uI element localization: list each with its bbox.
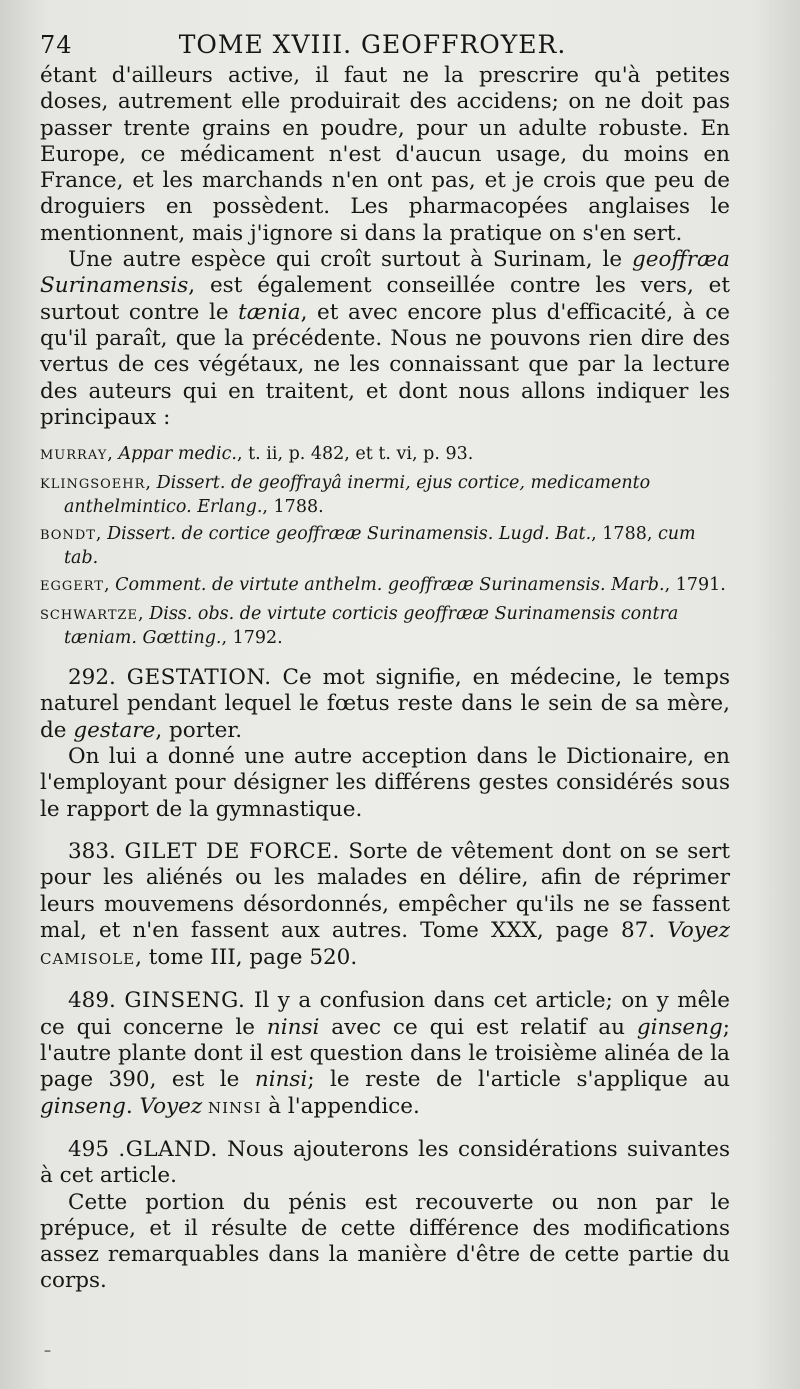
running-title: TOME XVIII. GEOFFROYER. <box>178 30 567 59</box>
article-number: 383. <box>68 838 116 864</box>
italic-term: ginseng <box>40 1093 126 1119</box>
article-ginseng <box>40 988 730 1120</box>
running-header <box>40 30 730 59</box>
bibliography-list <box>40 443 730 649</box>
page-number: 74 <box>40 31 73 59</box>
bib-details: , t. ii, p. 482, et t. vi, p. 93. <box>236 444 474 465</box>
paragraph-surinam <box>40 247 730 431</box>
text-run: , tome III, page 520. <box>135 945 358 971</box>
bib-author: BONDT <box>40 528 96 544</box>
bib-work: Dissert. de cortice geoffrææ Surinamensis. Lugd. Bat. <box>107 524 592 545</box>
bib-author: KLINGSOEHR <box>40 477 146 493</box>
bib-work: Appar medic. <box>118 444 237 465</box>
text-run: ; l'autre plante dont il est question dans le troisième alinéa de la page 390, est le <box>40 1014 730 1093</box>
text-run: Sorte de vêtement dont on se sert pour les aliénés ou les malades en délire, afin de réprimer leurs mouvemens désordonnés, empêcher qu'ils ne se fassent mal, et n'en fassent aux autres. Tome XXX, page 87. <box>40 838 730 943</box>
bibliography-entry: MURRAY, Appar medic., t. ii, p. 482, et t. vi, p. 93. <box>40 444 474 465</box>
article-paragraph <box>40 839 730 972</box>
text-run: à l'appendice. <box>261 1093 420 1119</box>
bibliography-entry: SCHWARTZE, Diss. obs. de virtute corticis geoffrææ Surinamensis contra tæniam. Gœtting., 1792. <box>40 604 679 649</box>
bib-details: , 1788, <box>591 524 658 545</box>
bib-details: , 1791. <box>664 575 726 596</box>
article-number: 489. <box>68 988 116 1014</box>
italic-term: gestare <box>73 717 156 743</box>
article-paragraph <box>40 1137 730 1190</box>
article-heading: GINSENG. <box>124 988 246 1014</box>
page-content <box>40 30 730 1295</box>
article-number: 292. <box>68 665 116 691</box>
bib-extra: cum tab. <box>64 524 696 569</box>
article-heading: .GLAND. <box>118 1136 218 1162</box>
italic-term: Voyez <box>139 1093 203 1119</box>
bibliography-entry: KLINGSOEHR, Dissert. de geoffrayâ inermi, ejus cortice, medicamento anthelmintico. Erlang., 1788. <box>40 473 651 518</box>
bib-work: Comment. de virtute anthelm. geoffrææ Surinamensis. Marb. <box>115 575 665 596</box>
text-run: , est également conseillée contre les vers, et surtout contre le <box>40 273 730 325</box>
article-heading: GILET DE FORCE. <box>124 838 340 864</box>
paragraph-continuation: étant d'ailleurs active, il faut ne la prescrire qu'à petites doses, autrement elle produirait des accidens; on ne doit pas passer trente grains en poudre, pour un adulte robuste. En Europe, ce médicament n'est d'aucun usage, du moins en France, et les marchands n'en ont pas, et je crois que peu de droguiers en possèdent. Les pharmacopées anglaises le mentionnent, mais j'ignore si dans la pratique on s'en sert. <box>40 63 730 246</box>
article-paragraph <box>40 665 730 744</box>
text-run: . <box>125 1093 140 1119</box>
text-run: , porter. <box>155 717 243 743</box>
bib-author: SCHWARTZE <box>40 608 139 624</box>
bibliography-entry: EGGERT, Comment. de virtute anthelm. geoffrææ Surinamensis. Marb., 1791. <box>40 575 726 596</box>
text-run: ; le reste de l'article s'applique au <box>307 1067 730 1093</box>
article-heading: GESTATION. <box>126 665 272 691</box>
text-run: , et avec encore plus d'efficacité, à ce qu'il paraît, que la précédente. Nous ne pouvons rien dire des vertus de ces végétaux, ne les connaissant que par la lecture des auteurs qui en traitent, et dont nous allons indiquer les principaux : <box>40 299 731 430</box>
text-run: Ce mot signifie, en médecine, le temps naturel pendant lequel le fœtus reste dans le sein de sa mère, de <box>40 665 730 743</box>
article-gilet-de-force <box>40 839 730 972</box>
article-paragraph <box>40 988 730 1120</box>
italic-term: ninsi <box>254 1067 308 1093</box>
small-caps-term: NINSI <box>202 1098 262 1117</box>
text-run: Nous ajouterons les considérations suivantes à cet article. <box>40 1136 730 1189</box>
article-paragraph: On lui a donné une autre acception dans le Dictionaire, en l'employant pour désigner les différens gestes considérés sous le rapport de la gymnastique. <box>40 744 730 822</box>
bib-work: Diss. obs. de virtute corticis geoffrææ Surinamensis contra tæniam. Gœtting. <box>64 604 679 649</box>
italic-term: tænia <box>238 299 301 325</box>
italic-term: ginseng <box>636 1014 723 1040</box>
bib-details: , 1788. <box>262 497 324 518</box>
footer-mark: – <box>44 1343 51 1359</box>
small-caps-term: CAMISOLE <box>40 950 136 969</box>
italic-term: ninsi <box>266 1014 320 1040</box>
text-run: Une autre espèce qui croît surtout à Surinam, le <box>68 247 633 273</box>
article-number: 495 <box>68 1136 110 1162</box>
italic-term: geoffræa Surinamensis <box>40 247 730 299</box>
bib-author: MURRAY <box>40 448 108 464</box>
bibliography-entry: BONDT, Dissert. de cortice geoffrææ Surinamensis. Lugd. Bat., 1788, cum tab. <box>40 524 696 569</box>
text-run: avec ce qui est relatif au <box>319 1014 637 1040</box>
bib-author: EGGERT <box>40 579 104 595</box>
article-paragraph: Cette portion du pénis est recouverte ou non par le prépuce, et il résulte de cette différence des modifications assez remarquables dans la manière d'être de cette partie du corps. <box>40 1189 730 1294</box>
article-gland <box>40 1137 730 1295</box>
bib-details: , 1792. <box>221 628 283 649</box>
bib-work: Dissert. de geoffrayâ inermi, ejus cortice, medicamento anthelmintico. Erlang. <box>64 473 651 518</box>
text-run: Il y a confusion dans cet article; on y mêle ce qui concerne le <box>40 988 730 1040</box>
italic-term: Voyez <box>667 917 730 943</box>
article-gestation <box>40 665 730 823</box>
